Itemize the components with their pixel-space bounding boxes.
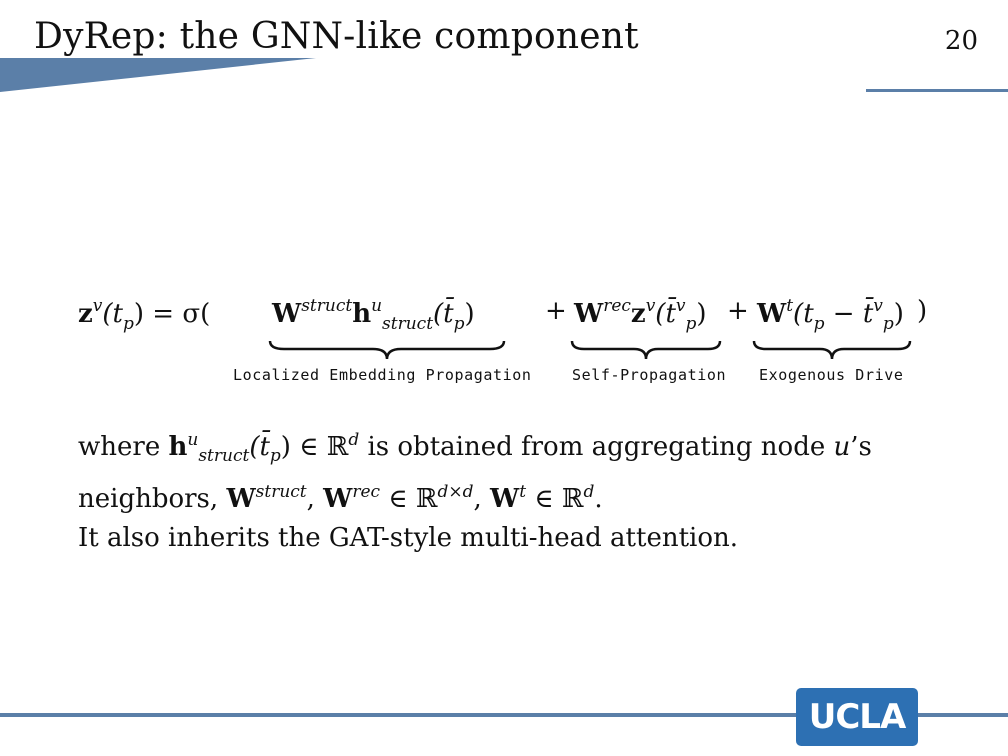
brace-label-self: Self-Propagation <box>572 366 727 384</box>
brace-label-localized: Localized Embedding Propagation <box>233 366 532 384</box>
ucla-logo <box>796 688 918 746</box>
equation-term-exogenous: $W^t(t_p$ − t̄$^v_p$) <box>757 296 904 334</box>
equation-term-localized: $W^{struct}h^u_{struct}(t̄_p)$ <box>272 296 475 334</box>
explanation-paragraph: where $h^u_{struct}(t̄_p)$ ∈ ℝ$^d$ is obtained from aggregating node u’s neighbors, $W^{struct}$, $W^{rec}$ ∈ ℝ$^{d\times d}$, $W^t$ ∈ ℝ$^d$. <box>78 430 872 514</box>
equation-plus: + <box>727 296 749 326</box>
page-number: 20 <box>944 26 978 56</box>
equation-term-self: $W^{rec}z^v(t̄^v_p)$ <box>574 296 707 334</box>
slide-title: DyRep: the GNN-like component <box>34 16 639 57</box>
underbrace-localized <box>268 339 506 363</box>
equation-lhs: $z^v(t_p) = \sigma$( <box>78 296 211 334</box>
title-rule <box>866 89 1008 92</box>
equation-close-paren: ) <box>917 296 928 326</box>
brace-label-exogenous: Exogenous Drive <box>759 366 904 384</box>
underbrace-self <box>570 339 722 363</box>
gat-sentence: It also inherits the GAT-style multi-head attention. <box>78 523 739 553</box>
ucla-logo-text: UCLA <box>808 697 906 737</box>
underbrace-exogenous <box>752 339 912 363</box>
equation-plus: + <box>545 296 567 326</box>
